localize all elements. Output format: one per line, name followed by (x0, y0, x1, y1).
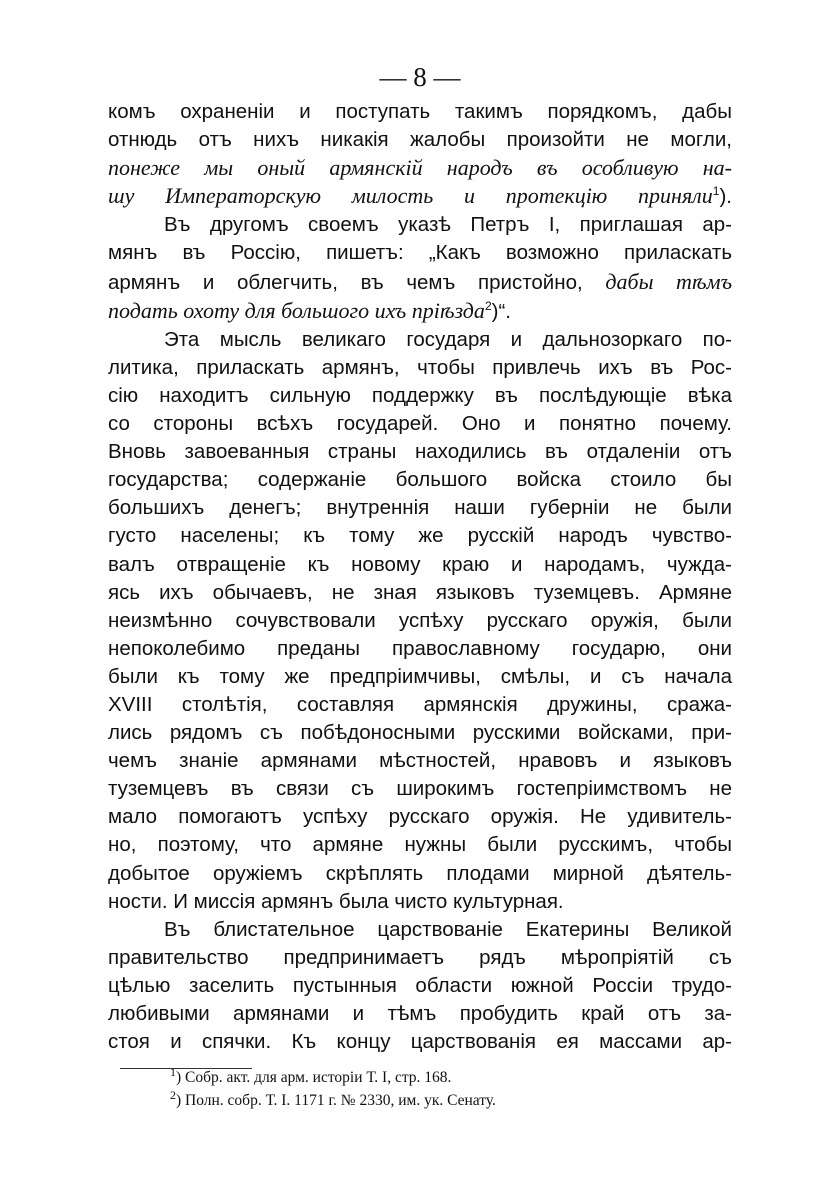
text-line: любивыми армянами и тѣмъ пробудить край отъ за- (108, 1002, 732, 1025)
text-line: литика, приласкать армянъ, чтобы привлечь ихъ въ Рос- (108, 355, 732, 379)
text-line: валъ отвращеніе къ новому краю и народамъ, чужда- (108, 552, 732, 576)
text-line: густо населены; къ тому же русскій народъ чувство- (108, 524, 732, 548)
text-line (108, 268, 732, 297)
footnote-text: ) Полн. собр. Т. I. 1171 г. № 2330, им. ук. Сенату. (176, 1092, 496, 1109)
text-line: неизмѣнно сочувствовали успѣху русскаго оружія, были (108, 608, 732, 632)
body-text (108, 98, 732, 1056)
text-line (108, 297, 732, 326)
text-line: со стороны всѣхъ государей. Оно и понятно почему. (108, 412, 732, 436)
footnote-1 (170, 1066, 730, 1089)
text-segment: )“. (491, 299, 511, 323)
text-line: но, поэтому, что армяне нужны были русскимъ, чтобы (108, 833, 732, 857)
text-line: отнюдь отъ нихъ никакія жалобы произойти не могли, (108, 128, 732, 152)
text-line: Въ блистательное царствованіе Екатерины Великой (164, 917, 732, 941)
text-line: добытое оружіемъ скрѣплять плодами мирной дѣятель- (108, 861, 732, 885)
text-line: Въ другомъ своемъ указѣ Петръ I, приглашая ар- (164, 213, 732, 237)
page-number: — 8 — (379, 62, 461, 92)
text-line: правительство предпринимаетъ рядъ мѣропріятій съ (108, 945, 732, 969)
footnote-mark: 2 (170, 1087, 176, 1102)
footnote-ref: 2 (484, 298, 492, 313)
text-line: Вновь завоеванныя страны находились въ отдаленіи отъ (108, 440, 732, 464)
text-line: туземцевъ въ связи съ широкимъ гостепріимствомъ не (108, 777, 732, 801)
text-line: Эта мысль великаго государя и дальнозоркаго по- (164, 327, 732, 351)
paragraph-2 (108, 211, 732, 325)
footnote-mark: 1 (170, 1064, 176, 1079)
text-line (108, 182, 732, 211)
italic-segment: подать охоту для большого ихъ пріѣзда (108, 297, 485, 323)
text-line: непоколебимо преданы православному государю, они (108, 636, 732, 660)
footnote-ref: 1 (712, 184, 720, 199)
italic-segment: шу Императорскую милость и протекцію приняли (108, 183, 713, 209)
text-line: государства; содержаніе большого войска стоило бы (108, 468, 732, 492)
text-segment: ). (719, 185, 732, 209)
text-line: мало помогаютъ успѣху русскаго оружія. Не удивитель- (108, 805, 732, 829)
text-line: ясь ихъ обычаевъ, не зная языковъ туземцевъ. Армяне (108, 580, 732, 604)
footnotes (170, 1066, 730, 1112)
text-line: XVIII столѣтія, составляя армянскія дружины, сража- (108, 692, 732, 716)
paragraph-4 (108, 916, 732, 1056)
text-segment: армянъ и облегчить, въ чемъ пристойно, (108, 270, 606, 294)
italic-segment: дабы тѣмъ (605, 268, 732, 294)
footnote-2 (170, 1089, 730, 1112)
text-line: ности. И миссія армянъ была чисто культурная. (108, 889, 564, 913)
text-line: цѣлью заселить пустынныя области южной Россіи трудо- (108, 973, 732, 997)
text-line: были къ тому же предпріимчивы, смѣлы, и съ начала (108, 664, 732, 688)
paragraph-3 (108, 326, 732, 916)
text-line: стоя и спячки. Къ концу царствованія ея массами ар- (108, 1030, 732, 1054)
footnote-text: ) Собр. акт. для арм. исторіи Т. I, стр. 168. (176, 1069, 452, 1086)
paragraph-1 (108, 98, 732, 211)
text-line: сію находитъ сильную поддержку въ послѣдующіе вѣка (108, 383, 732, 407)
text-line: лись рядомъ съ побѣдоносными русскими войсками, при- (108, 721, 732, 745)
text-line: чемъ знаніе армянами мѣстностей, нравовъ и языковъ (108, 749, 732, 773)
text-line: понеже мы оный армянскій народъ въ особливую на- (108, 155, 732, 181)
text-line: большихъ денегъ; внутреннія наши губерніи не были (108, 496, 732, 520)
text-line: комъ охраненіи и поступать такимъ порядкомъ, дабы (108, 100, 732, 123)
text-line: мянъ въ Россію, пишетъ: „Какъ возможно приласкать (108, 241, 732, 265)
